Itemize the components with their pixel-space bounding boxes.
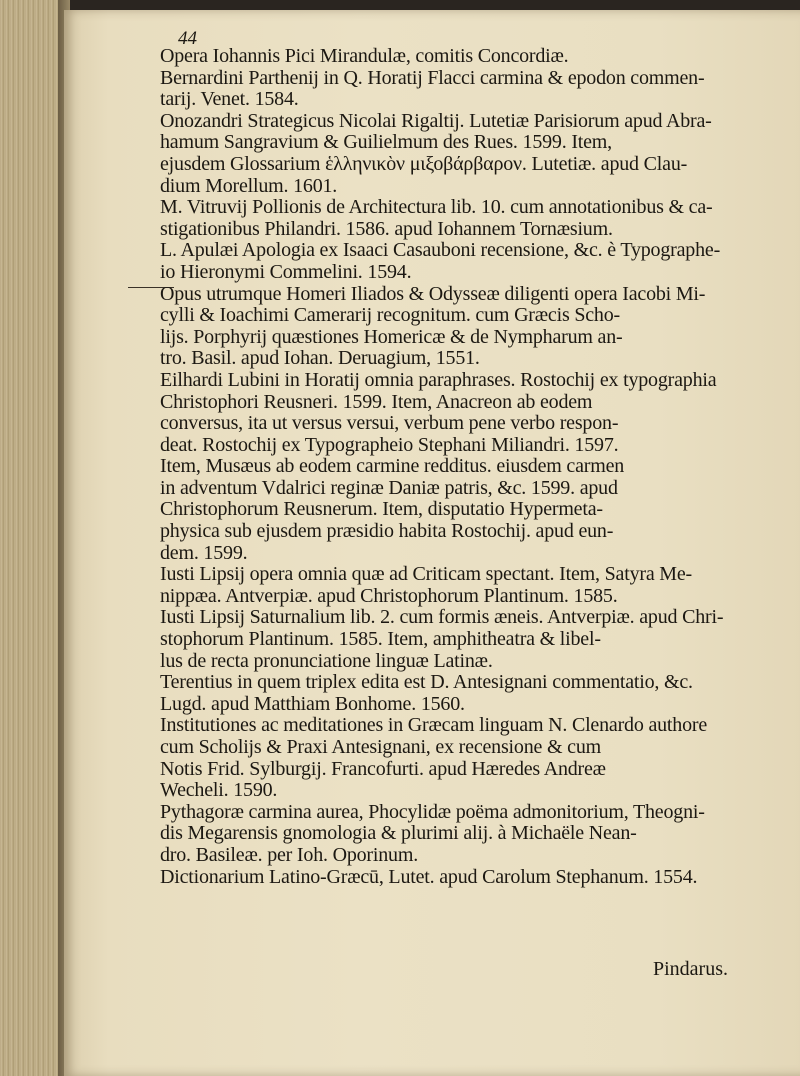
entry-line: Wecheli. 1590. [160,779,278,802]
catchword: Pindarus. [653,958,728,980]
catalogue-text [160,46,745,888]
entry-line: Terentius in quem triplex edita est D. Antesignani commentatio, &c. [160,671,693,694]
catalogue-entry [160,46,745,68]
entry-line: dem. 1599. [160,541,248,564]
entry-line: deat. Rostochij ex Typographeio Stephani Miliandri. 1597. [160,433,619,456]
entry-line: M. Vitruvij Pollionis de Architectura lib. 10. cum annotationibus & ca- [160,196,713,219]
entry-line: Iusti Lipsij Saturnalium lib. 2. cum formis æneis. Antverpiæ. apud Chri- [160,606,724,629]
catalogue-entry [160,672,745,715]
catalogue-entry [160,197,745,240]
entry-line: Dictionarium Latino-Græcū, Lutet. apud Carolum Stephanum. 1554. [160,865,698,888]
entry-line: Onozandri Strategicus Nicolai Rigaltij. Lutetiæ Parisiorum apud Abra- [160,109,712,132]
entry-line: tarij. Venet. 1584. [160,88,299,111]
entry-line: dro. Basileæ. per Ioh. Oporinum. [160,843,419,866]
catalogue-entry [160,715,745,801]
entry-line: stigationibus Philandri. 1586. apud Iohannem Tornæsium. [160,217,613,240]
entry-line: stophorum Plantinum. 1585. Item, amphitheatra & libel- [160,628,601,651]
entry-line: Eilhardi Lubini in Horatij omnia paraphrases. Rostochij ex typographia [160,368,717,391]
catalogue-entry [160,111,745,197]
entry-line: Christophori Reusneri. 1599. Item, Anacreon ab eodem [160,390,593,413]
entry-line: Opus utrumque Homeri Iliados & Odysseæ diligenti opera Iacobi Mi- [160,282,706,305]
catalogue-entry [160,68,745,111]
entry-line: lijs. Porphyrij quæstiones Homericæ & de Nympharum an- [160,325,623,348]
entry-line: io Hieronymi Commelini. 1594. [160,260,412,283]
catalogue-entry [160,370,745,564]
entry-line: Christophorum Reusnerum. Item, disputatio Hypermeta- [160,498,603,521]
entry-line: dium Morellum. 1601. [160,174,338,197]
catalogue-entry [160,240,745,283]
left-page-edges [0,0,66,1076]
entry-line: dis Megarensis gnomologia & plurimi alij. à Michaële Nean- [160,822,637,845]
entry-line: conversus, ita ut versus versui, verbum pene verbo respon- [160,412,619,435]
catalogue-entry [160,564,745,607]
entry-line: Notis Frid. Sylburgij. Francofurti. apud Hæredes Andreæ [160,757,606,780]
entry-line: Item, Musæus ab eodem carmine redditus. eiusdem carmen [160,455,625,478]
catalogue-entry [160,802,745,867]
entry-line: Iusti Lipsij opera omnia quæ ad Criticam spectant. Item, Satyra Me- [160,563,693,586]
page-number: 44 [178,28,197,49]
entry-line: Bernardini Parthenij in Q. Horatij Flacci carmina & epodon commen- [160,66,705,89]
catalogue-entry [160,607,745,672]
entry-line: Pythagoræ carmina aurea, Phocylidæ poëma admonitorium, Theogni- [160,800,705,823]
entry-line: tro. Basil. apud Iohan. Deruagium, 1551. [160,347,480,370]
entry-line: nippæa. Antverpiæ. apud Christophorum Plantinum. 1585. [160,584,618,607]
catalogue-entry [160,867,745,889]
entry-line: cum Scholijs & Praxi Antesignani, ex recensione & cum [160,736,601,758]
entry-line: L. Apulæi Apologia ex Isaaci Casauboni recensione, &c. è Typographe- [160,239,721,262]
entry-line: Lugd. apud Matthiam Bonhome. 1560. [160,692,465,715]
entry-line: Institutiones ac meditationes in Græcam linguam N. Clenardo authore [160,714,708,737]
entry-line: cylli & Ioachimi Camerarij recognitum. cum Græcis Scho- [160,304,620,327]
entry-line: in adventum Vdalrici reginæ Daniæ patris, &c. 1599. apud [160,476,618,499]
catalogue-entry [160,284,745,370]
entry-line: lus de recta pronunciatione linguæ Latinæ. [160,649,493,672]
entry-line: hamum Sangravium & Guilielmum des Rues. 1599. Item, [160,131,612,154]
entry-line: physica sub ejusdem præsidio habita Rostochij. apud eun- [160,520,614,543]
entry-line: ejusdem Glossarium ἑλληνικὸν μιξοβάρβαρον. Lutetiæ. apud Clau- [160,152,688,175]
entry-line: Opera Iohannis Pici Mirandulæ, comitis Concordiæ. [160,45,569,67]
